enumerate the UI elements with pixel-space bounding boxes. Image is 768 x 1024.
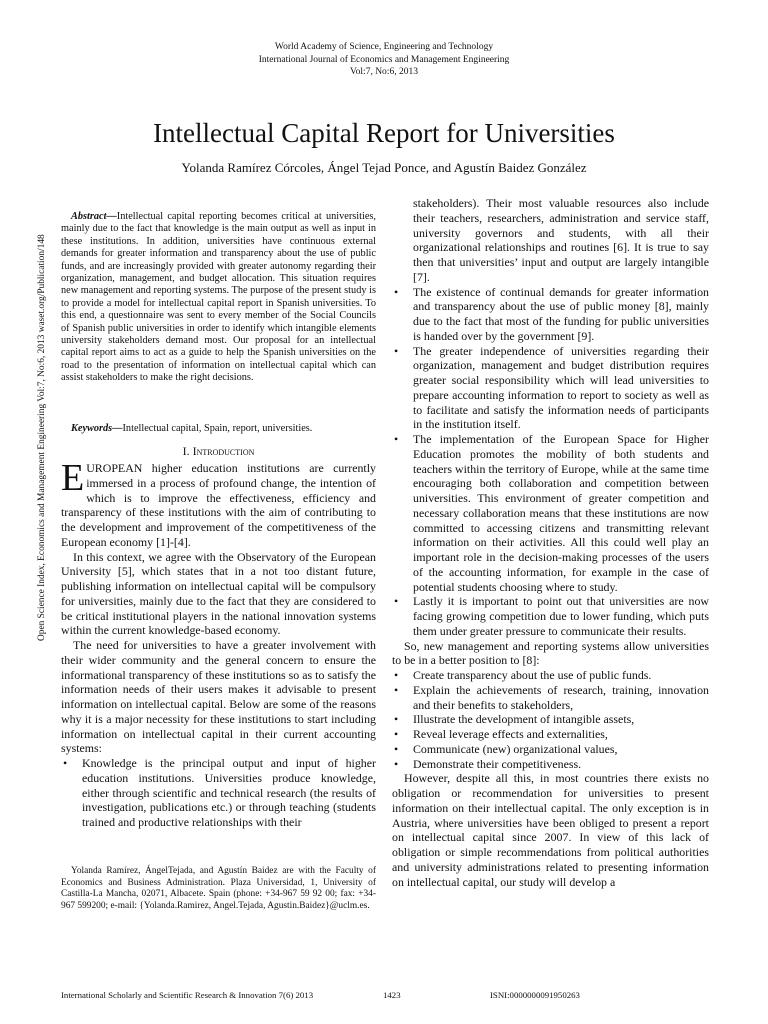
footer-isni: ISNI:0000000091950263	[490, 990, 580, 1000]
journal-header-line2: International Journal of Economics and Management Engineering	[258, 54, 510, 65]
footer-journal: International Scholarly and Scientific Research & Innovation 7(6) 2013	[61, 990, 314, 1000]
list-item	[392, 594, 709, 638]
author-footnote	[61, 866, 376, 913]
list-item-text: The existence of continual demands for greater information and transparency about the use of public money [8], mainly due to the fact that most of the funding for public universities is handed over by the government [9].	[413, 284, 709, 343]
reporting-systems-paragraph: So, new management and reporting systems allow universities to be in a better position to [8]:	[392, 638, 709, 668]
bullet-icon: •	[63, 756, 68, 770]
paper-authors: Yolanda Ramírez Córcoles, Ángel Tejad Ponce, and Agustín Baidez González	[181, 160, 587, 175]
bullet-icon: •	[394, 712, 399, 727]
list-item-text: Lastly it is important to point out that universities are now facing growing competition due to lower funding, which puts them under greater pressure to communicate their results.	[413, 594, 709, 638]
list-item	[392, 683, 709, 713]
list-item	[392, 757, 709, 772]
list-item-text: Create transparency about the use of public funds.	[413, 668, 652, 682]
list-item-text: The greater independence of universities regarding their organization, management and budget distribution requires greater social responsibility which will lead universities to prepare accounting information to report to society as well as to facilitate and satisfy the information needs of participants in the institution itself.	[413, 343, 709, 432]
keywords-text: Intellectual capital, Spain, report, universities.	[122, 423, 313, 434]
side-margin-text	[37, 234, 47, 642]
bullet-icon: •	[394, 727, 399, 741]
drop-cap: E	[61, 457, 85, 499]
list-item	[61, 756, 376, 830]
list-item	[392, 285, 709, 344]
bullet-icon: •	[394, 668, 399, 682]
bullet-icon: •	[394, 284, 399, 299]
side-margin-text-content: Open Science Index, Economics and Management Engineering Vol:7, No:6, 2013 waset.org/Publication/148	[37, 234, 47, 641]
list-item	[392, 727, 709, 742]
list-item-text: Communicate (new) organizational values,	[413, 741, 618, 756]
right-column	[392, 196, 709, 889]
left-column	[61, 457, 376, 830]
bullet-icon: •	[394, 343, 399, 358]
reasons-list-continued	[392, 285, 709, 639]
reasons-list	[61, 756, 376, 830]
however-paragraph: However, despite all this, in most countries there exists no obligation or recommendation for universities to present information on their intellectual capital. The only exception is in Austria, where universities have been obliged to present a report on intellectual capital since 2007. In view of this lack of obligation or simple recommendations from political authorities and university administrations related to presenting information on intellectual capital, our study will develop a	[392, 771, 709, 889]
list-item-text: Knowledge is the principal output and input of higher education institutions. Universities produce knowledge, either through scientific and technical research (the results of investigation, publications etc.) or through teaching (students trained and productive relationships with their	[82, 756, 376, 829]
list-item-text: Demonstrate their competitiveness.	[413, 756, 582, 771]
bullet-icon: •	[394, 756, 399, 771]
benefits-list	[392, 668, 709, 771]
section-heading-introduction: I. Introduction	[182, 444, 255, 458]
paper-title: Intellectual Capital Report for Universities	[153, 118, 615, 148]
list-item-text: The implementation of the European Space for Higher Education promotes the mobility of both students and teachers within the territory of Europe, while at the same time encouraging both collaboration and competition between universities. This environment of greater competition and necessary collaboration means that these institutions are now committed to accessing citizens and transmitting relevant information on their activities. All this could well play an important role in the decision-making processes of the users of the accounting information, for example in the case of potential students choosing where to study.	[413, 432, 709, 594]
bullet-icon: •	[394, 741, 399, 756]
abstract	[61, 211, 376, 385]
bullet-icon: •	[394, 432, 399, 446]
footer-page-number: 1423	[383, 990, 401, 1000]
author-footnote-text: Yolanda Ramírez, ÁngelTejada, and Agustín Baidez are with the Faculty of Economics and Business Administration. Plaza Universidad, 1, University of Castilla-La Mancha, 02071, Albacete. Spain (phone: +34-967 59 92 00; fax: +34-967 599200; e-mail: {Yolanda.Ramirez, Angel.Tejada, Agustin.Baidez}@uclm.es.	[61, 866, 376, 912]
journal-header	[0, 41, 768, 79]
bullet-icon: •	[394, 594, 399, 609]
list-item-text: Illustrate the development of intangible assets,	[413, 712, 635, 727]
journal-header-line3: Vol:7, No:6, 2013	[350, 67, 418, 77]
abstract-text: Intellectual capital reporting becomes critical at universities, mainly due to the fact that knowledge is the main output as well as input in these institutions. In addition, universities have continuous external demands for greater information and transparency about the use of public funds, and are increasingly provided with greater autonomy regarding their organization, management, and budget allocation. This situation requires new management and reporting systems. The purpose of the present study is to provide a model for intellectual capital report in Spanish universities. To this end, a questionnaire was sent to every member of the Social Councils of Spanish public universities in order to identify which intangible elements university stakeholders demand most. Our proposal for an intellectual capital report aims to act as a guide to help the Spanish universities on the road to the presentation of information on intellectual capital which can assist stakeholders to make the right decisions.	[61, 211, 376, 384]
list-item	[392, 432, 709, 594]
intro-paragraph-3: The need for universities to have a greater involvement with their wider community and the general concern to ensure the informational transparency of these institutions so as to satisfy the information needs of their users makes it advisable to present information on intellectual capital. Below are some of the reasons why it is a major necessity for these institutions to start including information on intellectual capital in their current accounting systems:	[61, 638, 376, 756]
list-item-text: Reveal leverage effects and externalities,	[413, 727, 608, 741]
keywords	[61, 423, 376, 435]
list-item-text: Explain the achievements of research, training, innovation and their benefits to stakeholders,	[413, 682, 709, 712]
bullet-continuation: stakeholders). Their most valuable resources also include their teachers, researchers, administration and service staff, university governors and students, with all their organizational relationships and routines [6]. It is true to say then that universities’ input and output are largely intangible [7].	[413, 196, 709, 284]
list-item	[392, 712, 709, 727]
keywords-label: Keywords—	[71, 423, 123, 434]
intro-paragraph-2: In this context, we agree with the Observatory of the European University [5], which states that in a not too distant future, publishing information on intellectual capital will be compulsory for universities, mainly due to the fact that they are considered to be critical institutional players in the national innovation systems within the current knowledge-based economy.	[61, 549, 376, 638]
list-item	[392, 668, 709, 683]
list-item	[392, 344, 709, 433]
intro-paragraph-1	[61, 457, 376, 550]
journal-header-line1: World Academy of Science, Engineering and Technology	[274, 42, 494, 52]
abstract-label: Abstract—	[71, 211, 117, 222]
bullet-icon: •	[394, 682, 399, 697]
intro-paragraph-1-text: UROPEAN higher education institutions are currently immersed in a process of profound change, the intention of which is to improve the effectiveness, efficiency and transparency of these institutions with the aim of contributing to the development and improvement of the competitiveness of the European economy [1]-[4].	[61, 461, 376, 549]
list-item	[392, 742, 709, 757]
